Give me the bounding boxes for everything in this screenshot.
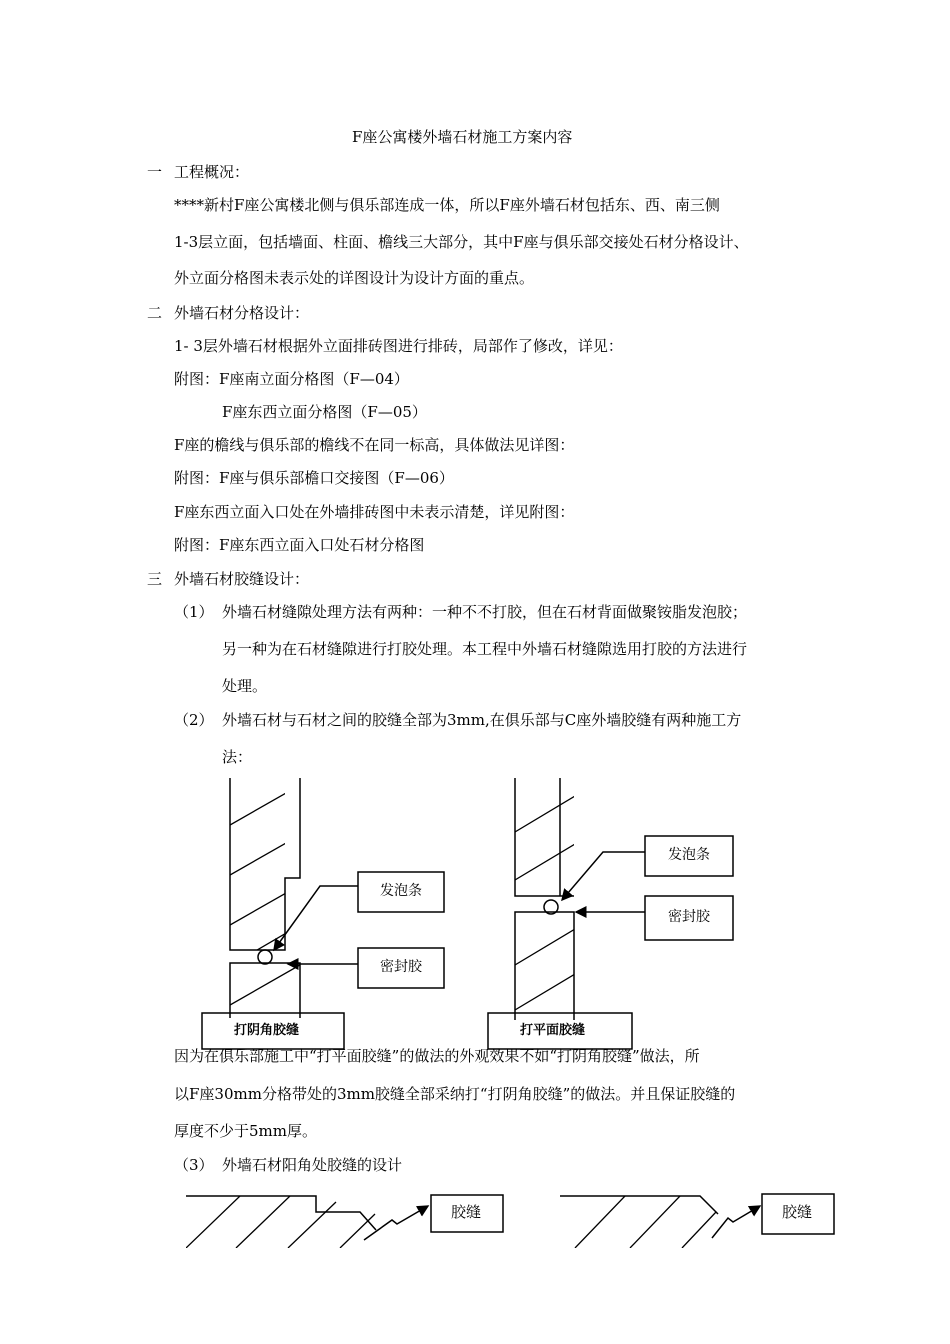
item-3-line-1: 外墙石材阳角处胶缝的设计 [222,1156,403,1174]
overview-line-3: 外立面分格图未表示处的详图设计为设计方面的重点。 [174,269,535,287]
item-2-line-1: 外墙石材与石材之间的胶缝全部为3mm,在俱乐部与C座外墙胶缝有两种施工方 [222,711,742,729]
attachment-f05: F座东西立面分格图（F—05） [222,403,427,421]
item-1-line-3: 处理。 [222,677,268,695]
page-title: F座公寓楼外墙石材施工方案内容 [352,128,573,146]
item-3-number: （3） [174,1156,214,1174]
layout-line-1: 1- 3层外墙石材根据外立面排砖图进行排砖，局部作了修改，详见： [174,337,623,355]
overview-line-2: 1-3层立面，包括墙面、柱面、檐线三大部分，其中F座与俱乐部交接处石材分格设计、 [174,233,749,251]
diagram-b-sealant-label: 密封胶 [668,909,710,925]
attachment-entrance: 附图：F座东西立面入口处石材分格图 [174,536,425,554]
item-1-line-2: 另一种为在石材缝隙进行打胶处理。本工程中外墙石材缝隙选用打胶的方法进行 [222,640,748,658]
note-line-3: 厚度不少于5mm厚。 [174,1122,317,1140]
attachment-f04: 附图：F座南立面分格图（F—04） [174,370,409,388]
section-1-heading: 工程概况： [174,163,250,181]
item-1-line-1: 外墙石材缝隙处理方法有两种：一种不不打胶，但在石材背面做聚铵脂发泡胶； [222,603,748,621]
diagram-c-label: 胶缝 [451,1203,482,1221]
overview-line-1: ****新村F座公寓楼北侧与俱乐部连成一体，所以F座外墙石材包括东、西、南三侧 [174,196,720,214]
diagram-b-foam-label: 发泡条 [668,847,710,863]
diagram-d-label: 胶缝 [782,1203,813,1221]
diagram-a-foam-label: 发泡条 [380,883,422,899]
section-2-number: 二 [147,304,163,322]
diagram-a-caption: 打阴角胶缝 [234,1023,300,1038]
section-3-heading: 外墙石材胶缝设计： [174,570,310,588]
note-line-2: 以F座30mm分格带处的3mm胶缝全部采纳打“打阴角胶缝”的做法。并且保证胶缝的 [174,1085,736,1103]
diagram-a-sealant-label: 密封胶 [380,959,422,975]
item-2-line-2: 法： [222,748,253,766]
layout-line-4: F座的檐线与俱乐部的檐线不在同一标高，具体做法见详图： [174,436,575,454]
diagram-b-caption: 打平面胶缝 [520,1023,586,1038]
attachment-f06: 附图：F座与俱乐部檐口交接图（F—06） [174,469,454,487]
section-1-number: 一 [147,163,163,181]
item-1-number: （1） [174,603,214,621]
note-line-1: 因为在俱乐部施工中“打平面胶缝”的做法的外观效果不如“打阴角胶缝”做法，所 [174,1047,700,1065]
diagram-concave-joint [202,778,444,1049]
section-2-heading: 外墙石材分格设计： [174,304,310,322]
item-2-number: （2） [174,711,214,729]
layout-line-6: F座东西立面入口处在外墙排砖图中未表示清楚，详见附图： [174,503,575,521]
foam-rod-a [258,950,272,964]
section-3-number: 三 [147,570,163,588]
